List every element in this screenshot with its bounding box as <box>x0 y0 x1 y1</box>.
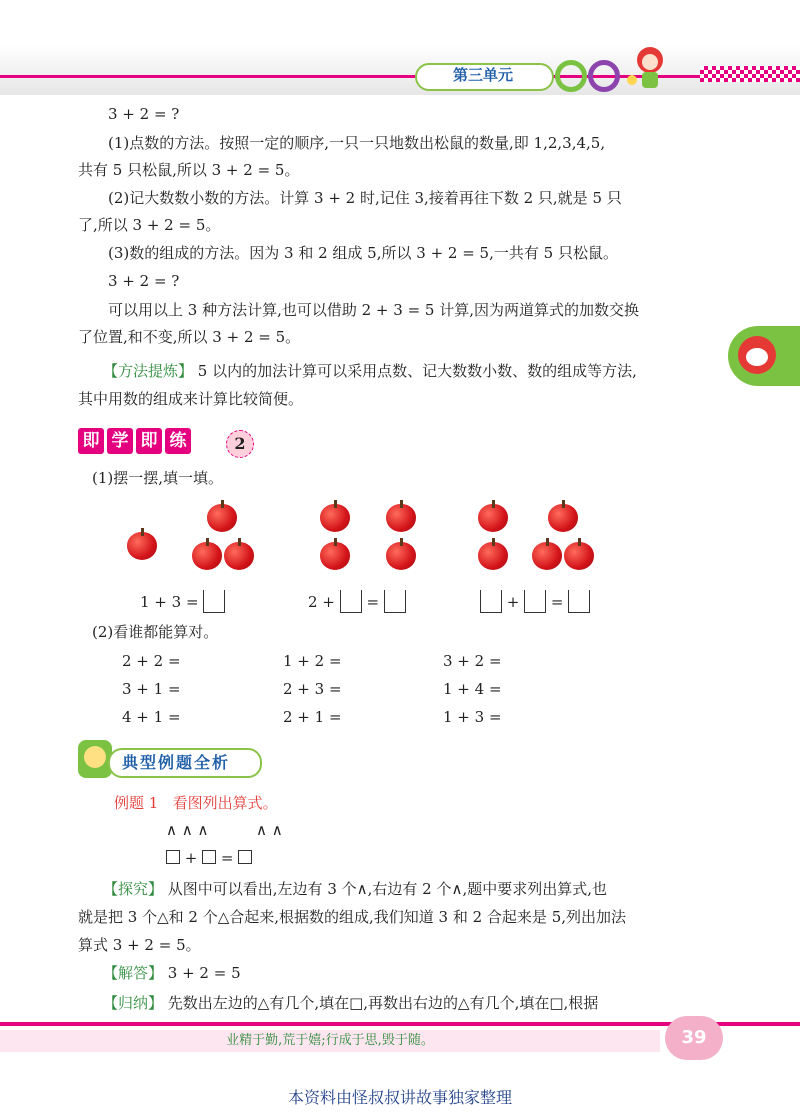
header-line <box>0 75 800 78</box>
banner-char: 即 <box>78 428 104 454</box>
banner-char: 即 <box>136 428 162 454</box>
practice-q2: (2)看谁都能算对。 <box>92 623 219 641</box>
explore-paragraph <box>103 879 607 899</box>
tip-text-cont: 其中用数的组成来计算比较简便。 <box>78 390 304 408</box>
alternative-text: 可以用以上 3 种方法计算,也可以借助 2 + 3 = 5 计算,因为两道算式的加数交换 <box>108 301 639 319</box>
alternative-text-cont: 了位置,和不变,所以 3 + 2 = 5。 <box>78 328 301 346</box>
plus-sign: + <box>184 849 198 867</box>
answer-line <box>103 963 241 983</box>
explore-label: 【探究】 <box>103 880 164 898</box>
plus-sign: + <box>506 593 520 611</box>
method-3-text: (3)数的组成的方法。因为 3 和 2 组成 5,所以 3 + 2 = 5,一共有 5 只松鼠。 <box>108 244 618 262</box>
mascot-icon <box>78 740 112 778</box>
banner-char: 练 <box>165 428 191 454</box>
explore-text: 从图中可以看出,左边有 3 个∧,右边有 2 个∧,题中要求列出算式,也 <box>163 880 607 898</box>
header-band <box>0 45 800 95</box>
unit-title: 第三单元 <box>453 66 514 84</box>
method-1-text: (1)点数的方法。按照一定的顺序,一只一只地数出松鼠的数量,即 1,2,3,4,5, <box>108 134 606 152</box>
answer-box[interactable] <box>384 590 406 613</box>
practice-number-badge: 2 <box>226 430 254 458</box>
section-title: 典型例题全析 <box>122 753 231 772</box>
answer-box[interactable] <box>524 590 546 613</box>
apple-icon <box>207 500 237 532</box>
apple-icon <box>548 500 578 532</box>
calc-item: 1 + 3 = <box>443 708 502 726</box>
calc-item: 2 + 3 = <box>283 680 342 698</box>
empty-box <box>202 850 216 864</box>
apple-icon <box>320 500 350 532</box>
footer-motto: 业精于勤,荒于嬉;行成于思,毁于随。 <box>226 1033 434 1048</box>
banner-char: 学 <box>107 428 133 454</box>
ring-icon <box>588 60 620 92</box>
example-equation-template <box>166 848 252 868</box>
header-checker-pattern <box>700 66 800 82</box>
method-2-text: (2)记大数数小数的方法。计算 3 + 2 时,记住 3,接着再往下数 2 只,就是 5 只 <box>108 189 622 207</box>
explore-text-cont: 就是把 3 个△和 2 个△合起来,根据数的组成,我们知道 3 和 2 合起来是 5,列出加法 <box>78 908 627 926</box>
apple-icon <box>127 528 157 560</box>
calc-item: 1 + 4 = <box>443 680 502 698</box>
apple-icon <box>386 500 416 532</box>
empty-box <box>238 850 252 864</box>
empty-box <box>166 850 180 864</box>
triangles-left: ∧ ∧ ∧ <box>166 821 209 839</box>
calc-item: 4 + 1 = <box>122 708 181 726</box>
apple-icon <box>564 538 594 570</box>
mascot-face-icon <box>738 336 776 374</box>
equation-1 <box>140 590 225 613</box>
example-section-header <box>78 740 278 780</box>
equation-2 <box>308 590 406 613</box>
equation-1-text: 1 + 3 = <box>140 593 199 611</box>
equals-sign: = <box>550 593 564 611</box>
apple-icon <box>478 500 508 532</box>
answer-label: 【解答】 <box>103 964 164 982</box>
equation-3 <box>480 590 590 613</box>
equation-2-text: 2 + <box>308 593 335 611</box>
credit-line: 本资料由怪叔叔讲故事独家整理 <box>287 1088 512 1107</box>
answer-box[interactable] <box>340 590 362 613</box>
calc-item: 3 + 2 = <box>443 652 502 670</box>
apple-icon <box>224 538 254 570</box>
fairy-mascot-icon <box>622 42 672 92</box>
answer-text: 3 + 2 = 5 <box>163 964 241 982</box>
apple-icon <box>386 538 416 570</box>
example-prompt: 看图列出算式。 <box>172 794 278 812</box>
method-1-text-cont: 共有 5 只松鼠,所以 3 + 2 = 5。 <box>78 161 300 179</box>
answer-box[interactable] <box>480 590 502 613</box>
calc-item: 2 + 2 = <box>122 652 181 670</box>
answer-box[interactable] <box>203 590 225 613</box>
equals-sign: = <box>366 593 380 611</box>
example-heading <box>114 793 278 813</box>
practice-q1: (1)摆一摆,填一填。 <box>92 469 224 487</box>
method-tip <box>103 361 637 381</box>
practice-banner <box>78 428 228 458</box>
calc-item: 2 + 1 = <box>283 708 342 726</box>
explore-text-end: 算式 3 + 2 = 5。 <box>78 936 201 954</box>
tip-label: 【方法提炼】 <box>103 362 194 380</box>
calc-item: 3 + 1 = <box>122 680 181 698</box>
apple-icon <box>478 538 508 570</box>
example-label: 例题 1 <box>114 794 159 812</box>
equals-sign: = <box>220 849 234 867</box>
summary-line <box>103 993 598 1013</box>
apple-icon <box>532 538 562 570</box>
triangles-right: ∧ ∧ <box>256 821 283 839</box>
calc-item: 1 + 2 = <box>283 652 342 670</box>
summary-label: 【归纳】 <box>103 994 164 1012</box>
tip-text: 5 以内的加法计算可以采用点数、记大数数小数、数的组成等方法, <box>193 362 637 380</box>
answer-box[interactable] <box>568 590 590 613</box>
page-number: 39 <box>665 1016 723 1060</box>
method-2-text-cont: 了,所以 3 + 2 = 5。 <box>78 216 221 234</box>
apple-icon <box>320 538 350 570</box>
question-line: 3 + 2 = ? <box>108 105 180 123</box>
apple-icon <box>192 538 222 570</box>
summary-text: 先数出左边的△有几个,填在□,再数出右边的△有几个,填在□,根据 <box>163 994 599 1012</box>
ring-icon <box>555 60 587 92</box>
question-line-2: 3 + 2 = ? <box>108 272 180 290</box>
